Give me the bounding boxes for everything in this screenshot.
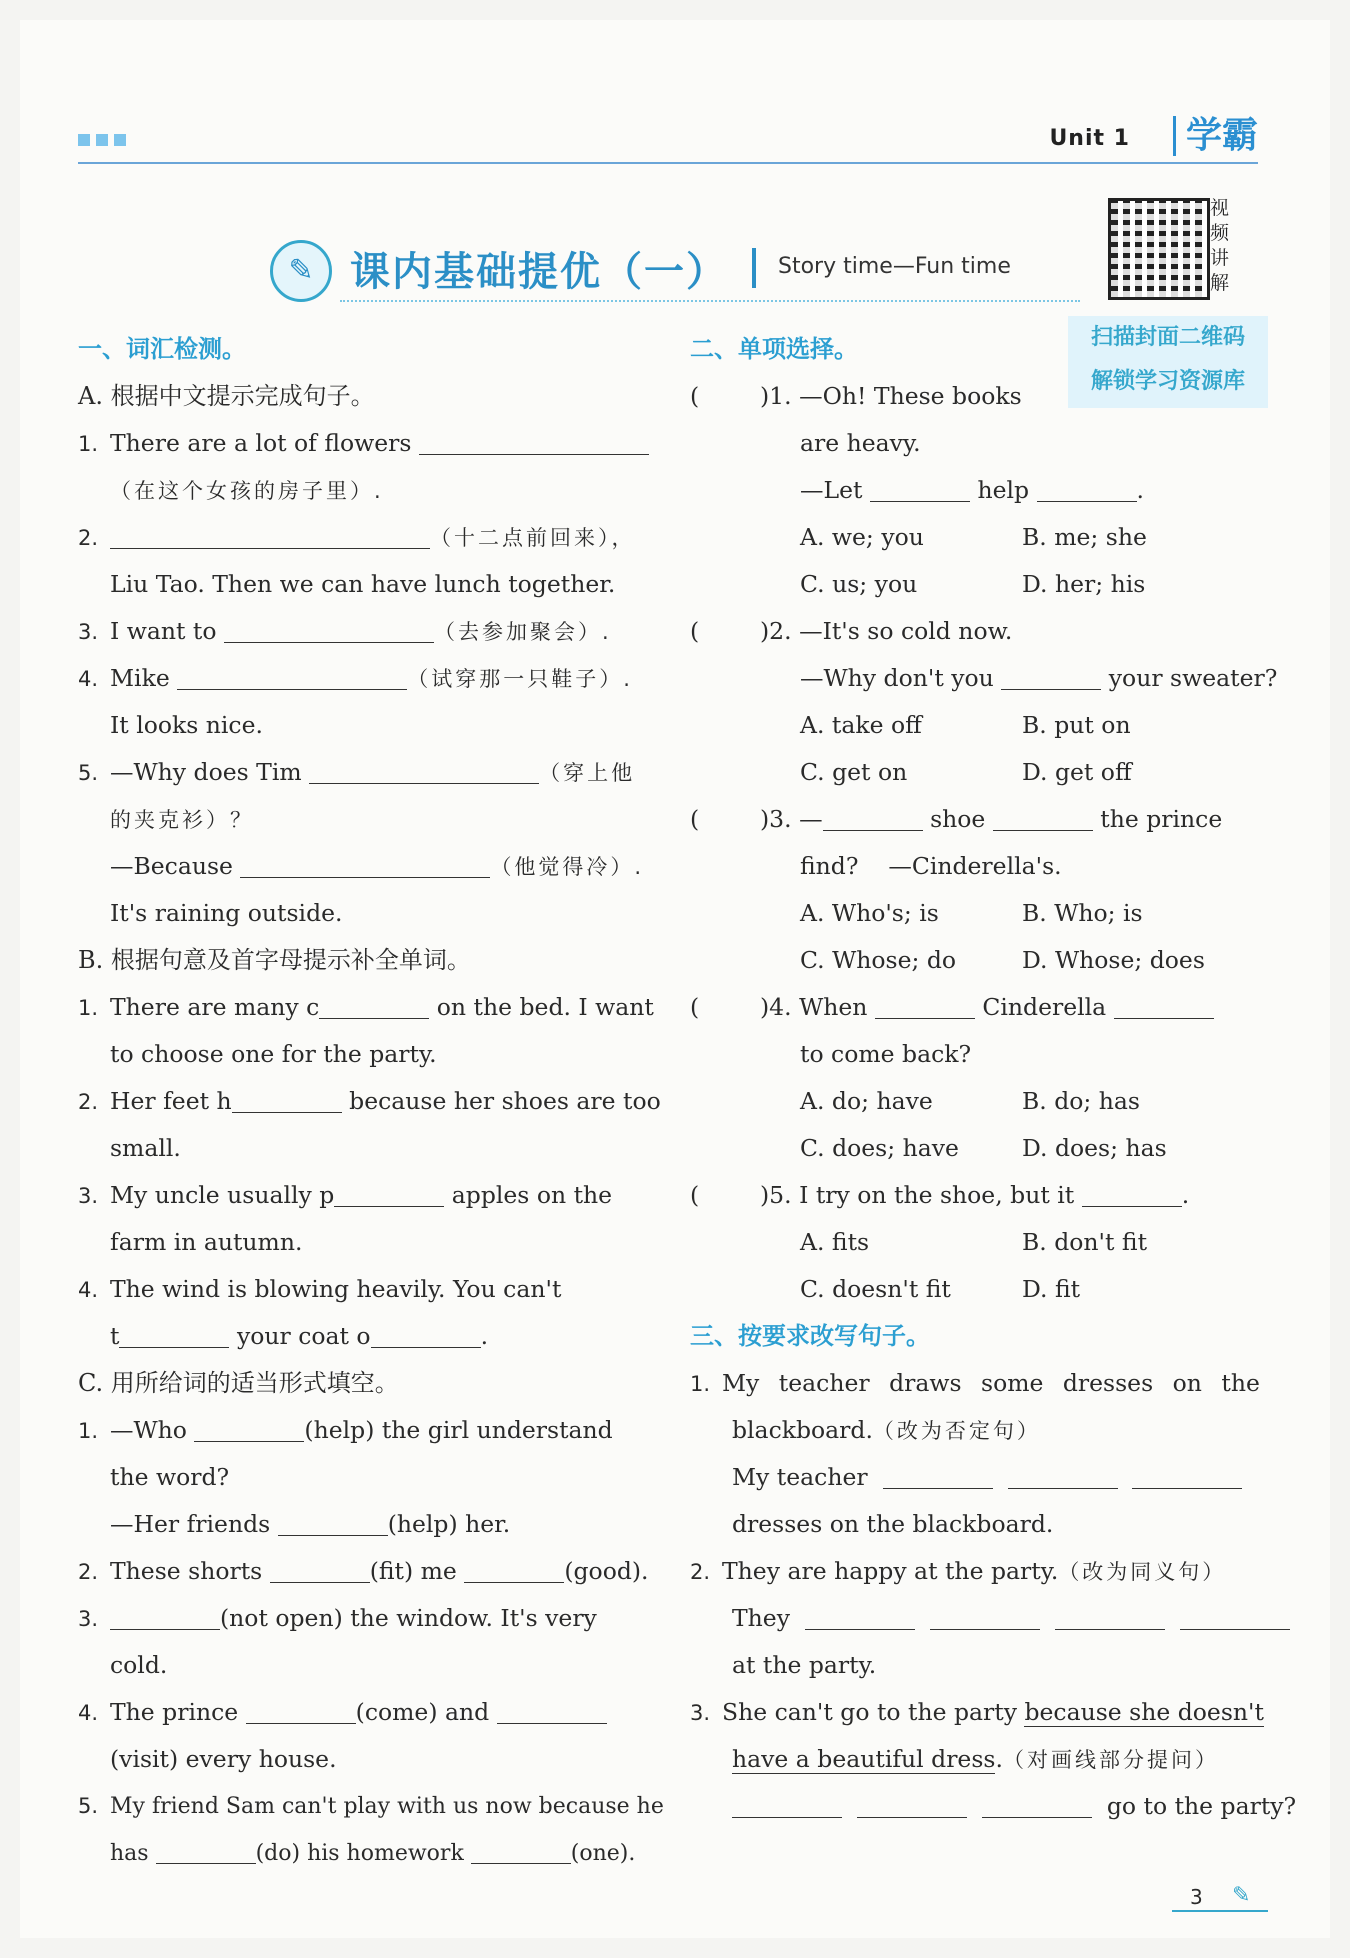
scan-line-2: 解锁学习资源库: [1090, 369, 1245, 394]
answer-blank[interactable]: [1008, 1460, 1118, 1489]
question-c2: 2. These shorts (fit) me (good).: [78, 1548, 658, 1595]
answer-blank[interactable]: [110, 520, 430, 549]
header-square: [78, 134, 90, 146]
answer-blank[interactable]: [857, 1789, 967, 1818]
underlined-phrase: because she doesn't: [1024, 1698, 1264, 1726]
options-2-5-cd: [690, 1266, 1268, 1313]
options-2-4-ab: [690, 1078, 1268, 1125]
part-c-title: C. 用所给词的适当形式填空。: [78, 1369, 399, 1397]
pencil-note-icon: ✎: [270, 240, 332, 302]
option-d[interactable]: D. fit: [1022, 1275, 1081, 1303]
footer-rule: [1172, 1910, 1268, 1912]
answer-blank[interactable]: [119, 1319, 229, 1348]
question-c3: 3. (not open) the window. It's very: [78, 1595, 658, 1642]
options-2-5-ab: [690, 1219, 1268, 1266]
question-b3-cont: farm in autumn.: [110, 1228, 303, 1256]
answer-blank[interactable]: [823, 802, 923, 831]
answer-blank[interactable]: [270, 1554, 370, 1583]
answer-blank[interactable]: [110, 1601, 220, 1630]
header-square: [96, 134, 108, 146]
answer-blank[interactable]: [993, 802, 1093, 831]
option-b[interactable]: B. me; she: [1022, 523, 1147, 551]
answer-blank[interactable]: [875, 990, 975, 1019]
title-main: 课内基础提优（一）: [350, 249, 728, 295]
question-3-1-answer: My teacher: [690, 1454, 1268, 1501]
section-2-heading: 二、单项选择。: [690, 335, 858, 363]
question-a5: 5. —Why does Tim （穿上他: [78, 749, 658, 796]
question-a2-cont: Liu Tao. Then we can have lunch together.: [110, 570, 616, 598]
option-b[interactable]: B. Who; is: [1022, 899, 1143, 927]
scan-line-1: 扫描封面二维码: [1090, 325, 1245, 350]
section-1-heading: 一、词汇检测。: [78, 335, 246, 363]
question-3-3-cont: have a beautiful dress.（对画线部分提问）: [732, 1745, 1219, 1773]
answer-blank[interactable]: [177, 661, 407, 690]
unit-label: Unit 1: [1049, 126, 1130, 151]
answer-blank[interactable]: [732, 1789, 842, 1818]
option-a[interactable]: A. take off: [800, 711, 922, 739]
question-b2-cont: small.: [110, 1134, 181, 1162]
question-a5-cont: It's raining outside.: [110, 899, 343, 927]
part-b-title: B. 根据句意及首字母提示补全单词。: [78, 946, 471, 974]
question-3-2-cont: at the party.: [732, 1651, 877, 1679]
answer-blank[interactable]: [334, 1178, 444, 1207]
option-d[interactable]: D. her; his: [1022, 570, 1146, 598]
question-a5-answer: —Because （他觉得冷）.: [78, 843, 658, 890]
question-a4-cont: It looks nice.: [110, 711, 263, 739]
brand-logo: 学霸: [1173, 116, 1258, 156]
header-square: [114, 134, 126, 146]
answer-blank[interactable]: [471, 1835, 571, 1864]
question-2-2: ( )2. —It's so cold now.: [690, 617, 1013, 645]
option-c[interactable]: C. get on: [800, 758, 908, 786]
question-c1-cont: the word?: [110, 1463, 230, 1491]
option-a[interactable]: A. fits: [800, 1228, 870, 1256]
question-2-3-cont: find? —Cinderella's.: [800, 852, 1062, 880]
answer-blank[interactable]: [497, 1695, 607, 1724]
question-3-3: 3. She can't go to the party because she doesn't: [690, 1698, 1264, 1726]
qr-label: 视频讲解: [1210, 197, 1230, 294]
part-a-title: A. 根据中文提示完成句子。: [78, 382, 375, 410]
question-b3: 3. My uncle usually p apples on the: [78, 1172, 658, 1219]
answer-blank[interactable]: [1055, 1601, 1165, 1630]
option-b[interactable]: B. put on: [1022, 711, 1131, 739]
question-2-1: ( )1. —Oh! These books: [690, 382, 1022, 410]
option-d[interactable]: D. get off: [1022, 758, 1132, 786]
title-divider: [752, 248, 756, 288]
section-3-heading: 三、按要求改写句子。: [690, 1322, 930, 1350]
answer-blank[interactable]: [1132, 1460, 1242, 1489]
options-2-1-cd: [690, 561, 1268, 608]
option-c[interactable]: C. doesn't fit: [800, 1275, 951, 1303]
question-2-1-cont: are heavy.: [800, 429, 921, 457]
answer-blank[interactable]: [1114, 990, 1214, 1019]
question-2-4-cont: to come back?: [800, 1040, 972, 1068]
right-column: [690, 326, 1297, 1830]
options-2-2-cd: [690, 749, 1268, 796]
answer-blank[interactable]: [464, 1554, 564, 1583]
answer-blank[interactable]: [805, 1601, 915, 1630]
question-3-1-cont: blackboard.（改为否定句）: [732, 1416, 1041, 1444]
option-a[interactable]: A. Who's; is: [800, 899, 939, 927]
answer-blank[interactable]: [194, 1413, 304, 1442]
question-a3: 3. I want to （去参加聚会）.: [78, 608, 658, 655]
question-c5: 5. My friend Sam can't play with us now because he: [78, 1794, 664, 1819]
answer-blank[interactable]: [240, 849, 490, 878]
left-column: [78, 326, 664, 1877]
answer-blank[interactable]: [246, 1695, 356, 1724]
question-3-1-cont2: dresses on the blackboard.: [732, 1510, 1054, 1538]
answer-blank[interactable]: [1082, 1178, 1182, 1207]
question-a5-hint: 的夹克衫）？: [110, 808, 254, 832]
answer-blank[interactable]: [371, 1319, 481, 1348]
answer-blank[interactable]: [870, 473, 970, 502]
options-2-3-cd: [690, 937, 1268, 984]
answer-blank[interactable]: [982, 1789, 1092, 1818]
option-b[interactable]: B. don't fit: [1022, 1228, 1148, 1256]
answer-blank[interactable]: [1001, 661, 1101, 690]
answer-blank[interactable]: [883, 1460, 993, 1489]
option-d[interactable]: D. Whose; does: [1022, 946, 1205, 974]
pencil-icon: ✎: [1232, 1883, 1251, 1908]
option-b[interactable]: B. do; has: [1022, 1087, 1140, 1115]
section-title: [270, 240, 1070, 304]
option-c[interactable]: C. Whose; do: [800, 946, 957, 974]
question-c4: 4. The prince (come) and: [78, 1689, 658, 1736]
question-2-4: ( )4. When Cinderella: [690, 984, 1268, 1031]
option-a[interactable]: A. do; have: [800, 1087, 933, 1115]
options-2-1-ab: [690, 514, 1268, 561]
page-header: [78, 115, 1258, 164]
question-2-5: ( )5. I try on the shoe, but it .: [690, 1172, 1268, 1219]
options-2-2-ab: [690, 702, 1268, 749]
answer-blank[interactable]: [224, 614, 434, 643]
answer-blank[interactable]: [156, 1835, 256, 1864]
option-a[interactable]: A. we; you: [800, 523, 924, 551]
page-number: 3: [1190, 1885, 1203, 1909]
question-2-1-reply: —Let help .: [690, 467, 1268, 514]
question-3-2-answer: They: [690, 1595, 1268, 1642]
question-3-3-answer: go to the party?: [690, 1783, 1268, 1830]
option-c[interactable]: C. us; you: [800, 570, 918, 598]
options-2-3-ab: [690, 890, 1268, 937]
answer-blank[interactable]: [930, 1601, 1040, 1630]
question-a1: 1. There are a lot of flowers: [78, 420, 658, 467]
question-2-3: ( )3. — shoe the prince: [690, 796, 1268, 843]
question-a2: 2. （十二点前回来），: [78, 514, 658, 561]
question-2-2-reply: —Why don't you your sweater?: [690, 655, 1268, 702]
answer-blank[interactable]: [309, 755, 539, 784]
answer-blank[interactable]: [319, 990, 429, 1019]
answer-blank[interactable]: [1180, 1601, 1290, 1630]
qr-code-icon[interactable]: [1108, 198, 1210, 300]
question-c1-answer: —Her friends (help) her.: [78, 1501, 658, 1548]
question-c3-cont: cold.: [110, 1651, 168, 1679]
question-b2: 2. Her feet h because her shoes are too: [78, 1078, 658, 1125]
title-sub: Story time—Fun time: [778, 254, 1011, 279]
question-a1-hint: （在这个女孩的房子里）.: [110, 479, 384, 503]
option-c[interactable]: C. does; have: [800, 1134, 959, 1162]
question-b1: 1. There are many c on the bed. I want: [78, 984, 658, 1031]
underlined-phrase: have a beautiful dress: [732, 1745, 996, 1773]
answer-blank[interactable]: [1037, 473, 1137, 502]
question-c4-cont: (visit) every house.: [110, 1745, 337, 1773]
answer-blank[interactable]: [232, 1084, 342, 1113]
question-b4-cont: t your coat o .: [78, 1313, 658, 1360]
question-a4: 4. Mike （试穿那一只鞋子）.: [78, 655, 658, 702]
question-b4: 4. The wind is blowing heavily. You can't: [78, 1275, 562, 1303]
title-underline: [340, 300, 1080, 302]
question-3-1: 1. My teacher draws some dresses on the: [690, 1369, 1260, 1397]
question-3-2: 2. They are happy at the party.（改为同义句）: [690, 1557, 1227, 1585]
option-d[interactable]: D. does; has: [1022, 1134, 1167, 1162]
options-2-4-cd: [690, 1125, 1268, 1172]
question-b1-cont: to choose one for the party.: [110, 1040, 437, 1068]
answer-blank[interactable]: [278, 1507, 388, 1536]
answer-blank[interactable]: [419, 426, 649, 455]
question-c5-cont: has (do) his homework (one).: [78, 1830, 658, 1877]
question-c1: 1. —Who (help) the girl understand: [78, 1407, 658, 1454]
